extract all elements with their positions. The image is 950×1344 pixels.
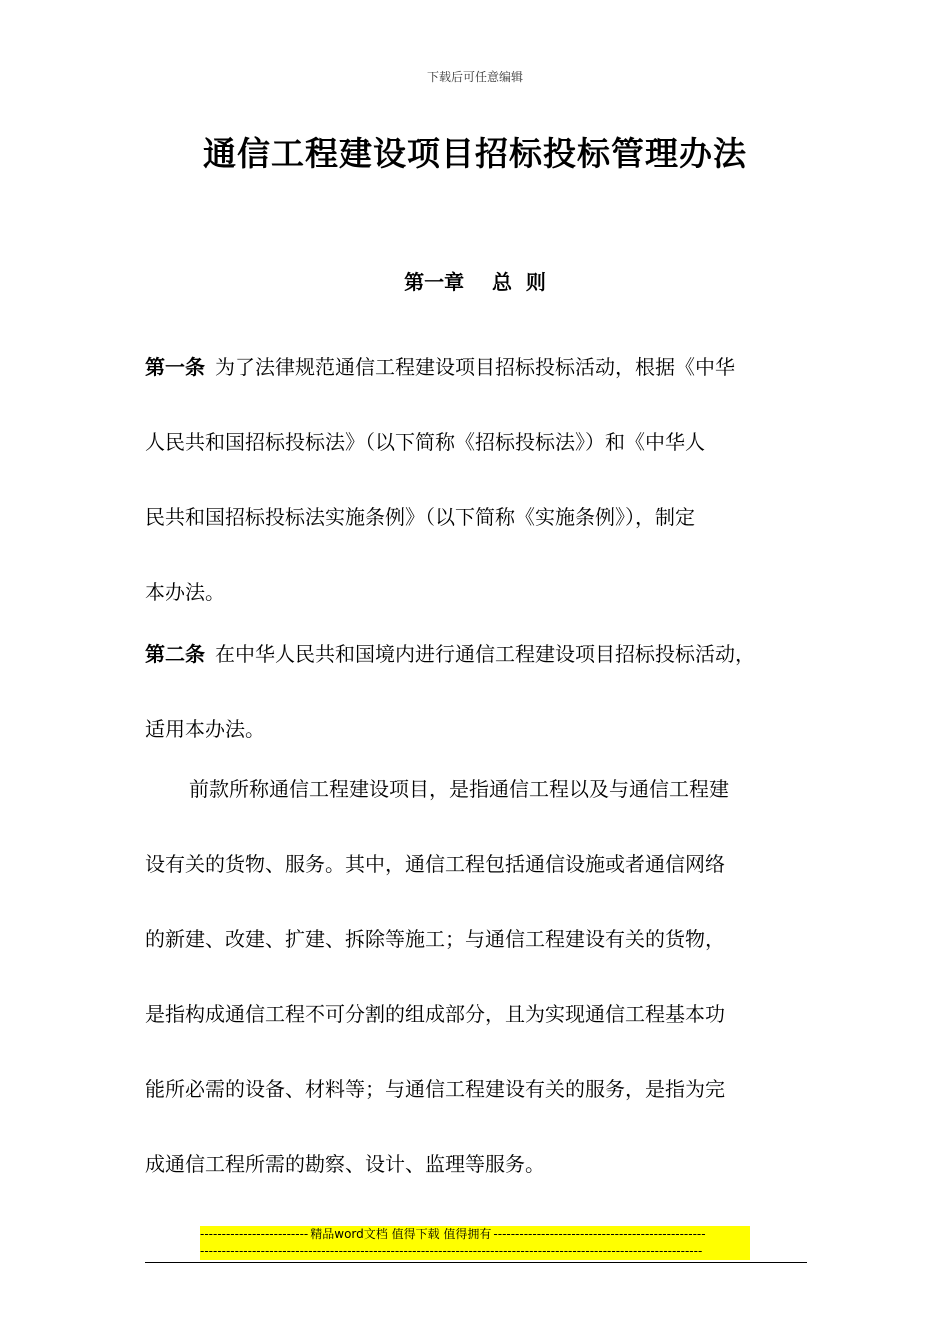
chapter-heading: 第一章 总 则 [404, 270, 546, 294]
article-1 [145, 330, 810, 630]
article-2-text: 在中华人民共和国境内进行通信工程建设项目招标投标活动， [215, 642, 755, 666]
footer-rule [145, 1262, 807, 1263]
article-2-line [145, 617, 810, 692]
footer-banner [200, 1226, 750, 1260]
paragraph-line: 成通信工程所需的勘察、设计、监理等服务。 [145, 1152, 545, 1176]
article-1-text: 为了法律规范通信工程建设项目招标投标活动，根据《中华 [215, 355, 735, 379]
paragraph-line: 能所必需的设备、材料等；与通信工程建设有关的服务，是指为完 [145, 1077, 725, 1101]
banner-line-2: -------------------------------------------------------------------------------------------------------------------- [200, 1244, 703, 1258]
article-1-line: 人民共和国招标投标法》（以下简称《招标投标法》）和《中华人 [145, 430, 705, 454]
article-2-line: 适用本办法。 [145, 717, 265, 741]
definition-paragraph [145, 752, 810, 1202]
article-2 [145, 617, 810, 767]
paragraph-line: 前款所称通信工程建设项目，是指通信工程以及与通信工程建 [189, 777, 729, 801]
paragraph-line: 设有关的货物、服务。其中，通信工程包括通信设施或者通信网络 [145, 852, 725, 876]
paragraph-line: 的新建、改建、扩建、拆除等施工；与通信工程建设有关的货物， [145, 927, 725, 951]
article-2-label: 第二条 [145, 642, 205, 666]
banner-dashes-right: ------------------------------------------------- [493, 1227, 706, 1241]
banner-dashes-left: ------------------------- [200, 1227, 309, 1241]
document-title: 通信工程建设项目招标投标管理办法 [203, 134, 747, 173]
article-1-line: 民共和国招标投标法实施条例》（以下简称《实施条例》），制定 [145, 505, 695, 529]
paragraph-line: 是指构成通信工程不可分割的组成部分，且为实现通信工程基本功 [145, 1002, 725, 1026]
banner-line-1 [200, 1226, 750, 1243]
header-note: 下载后可任意编辑 [426, 70, 523, 84]
article-1-label: 第一条 [145, 355, 205, 379]
article-1-line [145, 330, 810, 405]
banner-text: 精品word文档 值得下载 值得拥有 [310, 1227, 492, 1241]
article-1-line: 本办法。 [145, 580, 225, 604]
